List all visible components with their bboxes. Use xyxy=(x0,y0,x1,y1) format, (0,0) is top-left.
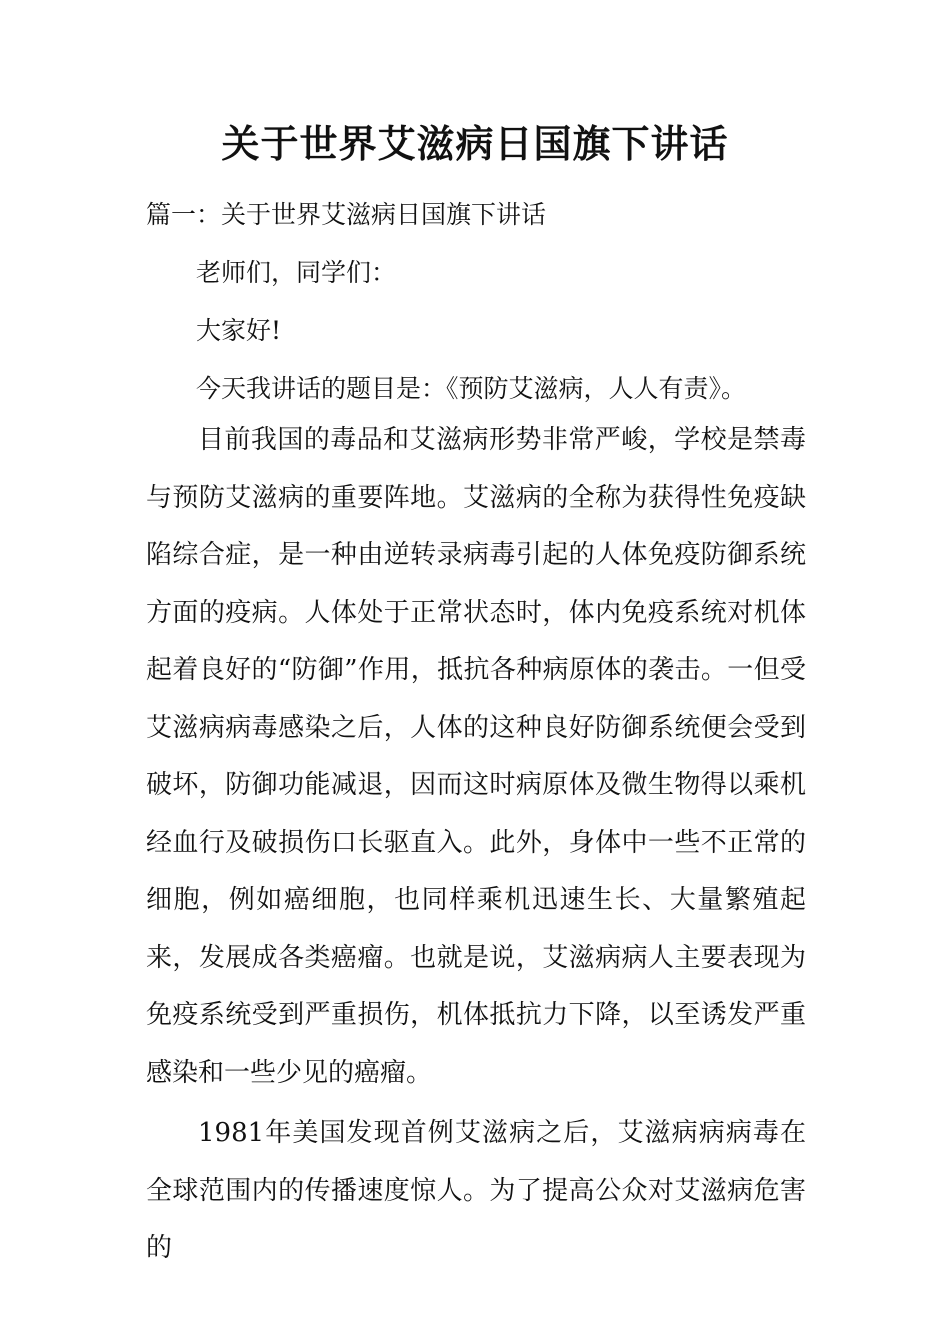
greeting-line: 老师们，同学们： xyxy=(196,258,397,287)
topic-line: 今天我讲话的题目是：《预防艾滋病，人人有责》。 xyxy=(196,374,747,403)
paragraph-1: 目前我国的毒品和艾滋病形势非常严峻，学校是禁毒与预防艾滋病的重要阵地。艾滋病的全称为获得性免疫缺陷综合症，是一种由逆转录病毒引起的人体免疫防御系统方面的疫病。人体处于正常状态时，体内免疫系统对机体起着良好的“防御”作用，抵抗各种病原体的袭击。一但受艾滋病病毒感染之后，人体的这种良好防御系统便会受到破坏，防御功能减退，因而这时病原体及微生物得以乘机经血行及破损伤口长驱直入。此外，身体中一些不正常的细胞，例如癌细胞，也同样乘机迅速生长、大量繁殖起来，发展成各类癌瘤。也就是说，艾滋病病人主要表现为免疫系统受到严重损伤，机体抵抗力下降，以至诱发严重感染和一些少见的癌瘤。 xyxy=(146,425,806,1088)
document-title: 关于世界艾滋病日国旗下讲话 xyxy=(221,122,729,166)
paragraph-2: 1981年美国发现首例艾滋病之后，艾滋病病病毒在全球范围内的传播速度惊人。为了提高公众对艾滋病危害的 xyxy=(146,1118,806,1263)
section-heading: 篇一：关于世界艾滋病日国旗下讲话 xyxy=(146,200,547,229)
hello-line: 大家好! xyxy=(196,316,282,345)
